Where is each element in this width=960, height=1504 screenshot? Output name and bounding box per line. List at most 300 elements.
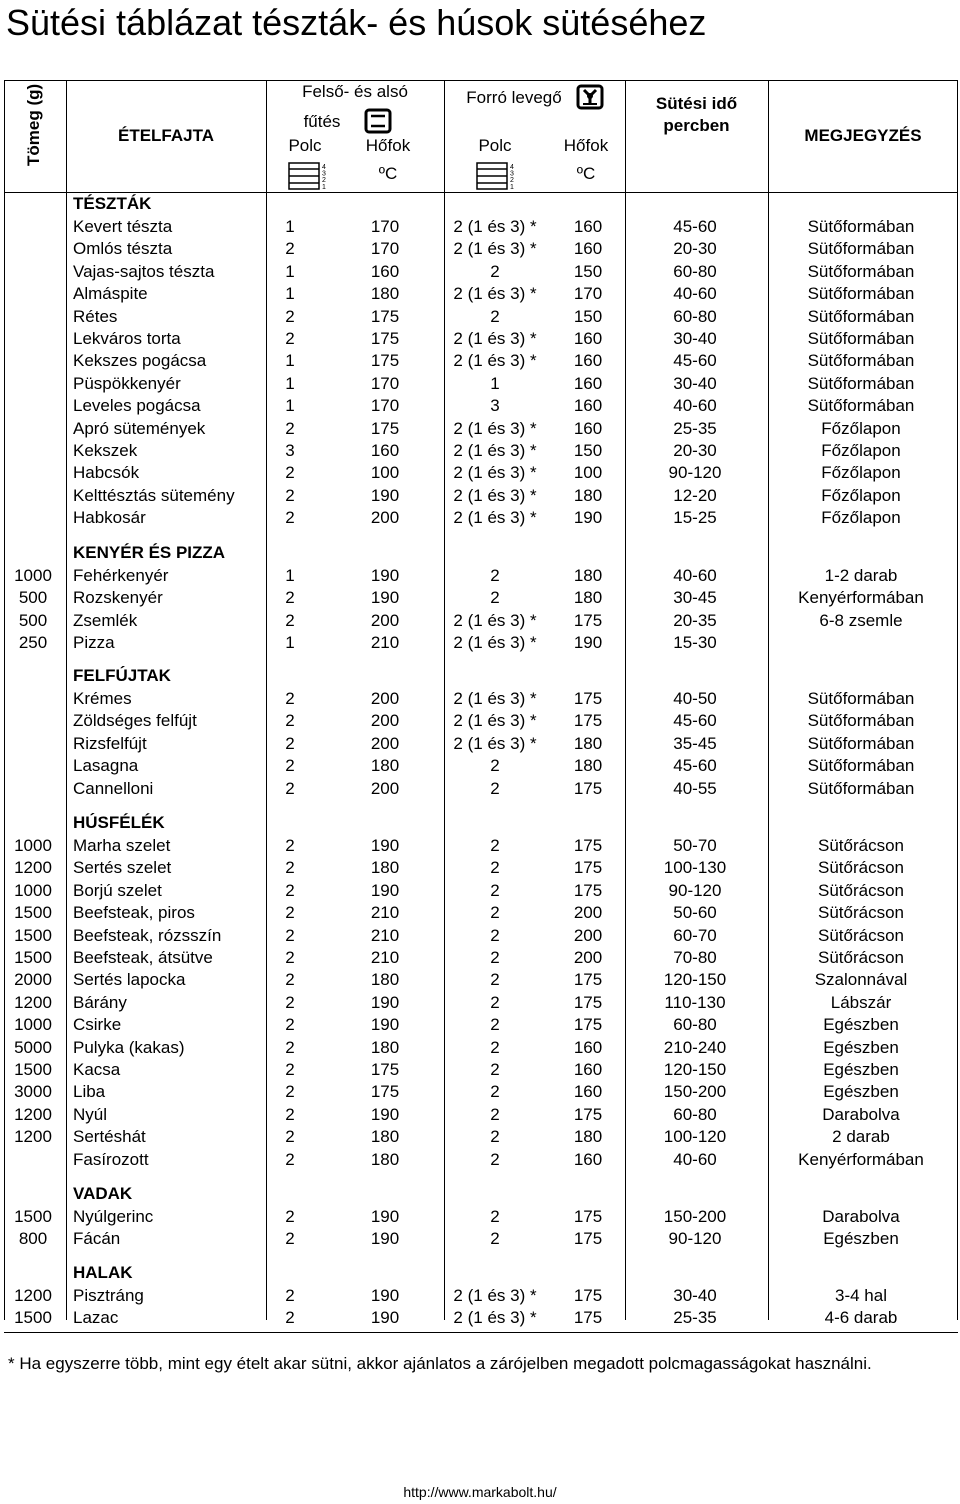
food-cell: Fehérkenyér [73, 566, 169, 585]
table-row [0, 350, 960, 372]
note-cell: Sütőformában [807, 351, 915, 371]
section-heading: HÚSFÉLÉK [73, 813, 165, 832]
time-cell: 30-40 [673, 1286, 717, 1305]
table-row [0, 1307, 960, 1329]
temp-top-bottom-cell: 210 [370, 633, 400, 653]
header-food: ÉTELFAJTA [117, 126, 215, 145]
shelf-hot-air-cell: 2 [490, 778, 500, 798]
note-cell: Sütőrácson [818, 925, 904, 945]
shelf-top-bottom-cell: 2 [285, 925, 295, 945]
temp-hot-air-cell: 175 [573, 858, 603, 878]
time-cell: 45-60 [673, 711, 717, 731]
shelf-top-bottom-cell: 1 [285, 566, 295, 585]
food-cell: Kekszek [73, 441, 138, 460]
note-cell: Sütőrácson [818, 903, 904, 923]
note-cell: Sütőformában [807, 261, 915, 281]
shelf-hot-air-cell: 2 [490, 836, 500, 855]
food-cell: Beefsteak, rózsszín [73, 925, 222, 945]
temp-top-bottom-cell: 180 [370, 1037, 400, 1057]
shelf-hot-air-cell: 2 [490, 970, 500, 990]
time-cell: 150-200 [663, 1082, 727, 1102]
shelf-top-bottom-cell: 1 [285, 351, 295, 371]
note-cell: Sütőformában [807, 756, 915, 776]
shelf-hot-air-cell: 2 [490, 925, 500, 945]
shelf-top-bottom-cell: 2 [285, 1229, 295, 1249]
header-polc-1: Polc [288, 136, 322, 155]
food-cell: Sertés lapocka [73, 970, 186, 990]
time-cell: 60-80 [673, 1015, 717, 1035]
shelf-hot-air-cell: 2 [490, 1104, 500, 1124]
shelf-hot-air-cell: 2 (1 és 3) * [453, 485, 537, 505]
table-row [0, 395, 960, 417]
shelf-hot-air-cell: 2 [490, 948, 500, 967]
temp-top-bottom-cell: 190 [370, 1104, 400, 1124]
table-row [0, 1104, 960, 1126]
note-cell: Főzőlapon [821, 508, 901, 528]
food-cell: Bárány [73, 992, 127, 1012]
shelf-top-bottom-cell: 2 [285, 329, 295, 348]
footnote: * Ha egyszerre több, mint egy ételt akar sütni, akkor ajánlatos a zárójelben megadott polcmagasságokat használni. [8, 1354, 872, 1373]
note-cell: Sütőformában [807, 778, 915, 798]
food-cell: Almáspite [73, 284, 148, 304]
temp-top-bottom-cell: 175 [370, 329, 400, 348]
food-cell: Fasírozott [73, 1149, 149, 1169]
temp-top-bottom-cell: 180 [370, 756, 400, 776]
temp-top-bottom-cell: 100 [370, 463, 400, 483]
table-row [0, 507, 960, 529]
temp-top-bottom-cell: 175 [370, 1060, 400, 1079]
shelf-top-bottom-cell: 1 [285, 217, 295, 236]
shelf-hot-air-cell: 2 (1 és 3) * [453, 329, 537, 348]
time-cell: 60-80 [673, 306, 717, 326]
temp-hot-air-cell: 175 [573, 992, 603, 1012]
time-cell: 45-60 [673, 351, 717, 371]
mass-cell: 1500 [14, 903, 52, 923]
table-row [0, 969, 960, 991]
table-row [0, 610, 960, 632]
temp-hot-air-cell: 160 [573, 217, 603, 236]
temp-hot-air-cell: 175 [573, 836, 603, 855]
shelf-hot-air-cell: 2 [490, 261, 500, 281]
food-cell: Rozskenyér [73, 588, 163, 608]
header-hotair: Forró levegő [466, 88, 562, 107]
note-cell: Sütőformában [807, 329, 915, 348]
header-temp-2: Hőfok [563, 136, 609, 155]
shelf-top-bottom-cell: 2 [285, 733, 295, 753]
time-cell: 60-80 [673, 1104, 717, 1124]
note-cell: Lábszár [830, 992, 892, 1012]
temp-top-bottom-cell: 190 [370, 1015, 400, 1035]
shelf-top-bottom-cell: 2 [285, 689, 295, 708]
shelf-hot-air-cell: 2 [490, 1060, 500, 1079]
temp-hot-air-cell: 200 [573, 925, 603, 945]
food-cell: Nyúl [73, 1104, 108, 1124]
time-cell: 45-60 [673, 756, 717, 776]
food-cell: Pizza [73, 633, 115, 653]
time-cell: 70-80 [673, 948, 717, 967]
temp-top-bottom-cell: 175 [370, 418, 400, 438]
table-row [0, 1014, 960, 1036]
shelf-top-bottom-cell: 2 [285, 463, 295, 483]
food-cell: Lasagna [73, 756, 139, 776]
table-row [0, 216, 960, 238]
temp-top-bottom-cell: 175 [370, 306, 400, 326]
note-cell: Sütőrácson [818, 836, 904, 855]
note-cell: Sütőrácson [818, 948, 904, 967]
section-heading: TÉSZTÁK [73, 194, 152, 213]
note-cell: Egészben [823, 1229, 899, 1249]
shelf-top-bottom-cell: 2 [285, 418, 295, 438]
shelf-top-bottom-cell: 2 [285, 1015, 295, 1035]
shelf-hot-air-cell: 2 [490, 858, 500, 878]
time-cell: 20-35 [673, 610, 717, 630]
header-unit-1: ºC [378, 164, 398, 183]
temp-top-bottom-cell: 180 [370, 284, 400, 304]
note-cell: 3-4 hal [835, 1286, 887, 1305]
shelf-hot-air-cell: 2 [490, 756, 500, 776]
page-title: Sütési táblázat tészták- és húsok sütéséhez [6, 2, 707, 43]
temp-top-bottom-cell: 200 [370, 733, 400, 753]
temp-hot-air-cell: 175 [573, 1104, 603, 1124]
note-cell: Főzőlapon [821, 441, 901, 460]
shelf-hot-air-cell: 2 (1 és 3) * [453, 217, 537, 236]
time-cell: 90-120 [668, 880, 722, 900]
shelf-top-bottom-cell: 2 [285, 1060, 295, 1079]
temp-top-bottom-cell: 190 [370, 1308, 400, 1328]
temp-hot-air-cell: 180 [573, 1127, 603, 1147]
shelf-top-bottom-cell: 2 [285, 1037, 295, 1057]
temp-hot-air-cell: 190 [573, 633, 603, 653]
table-row [0, 418, 960, 440]
mass-cell: 500 [18, 610, 48, 630]
note-cell: 6-8 zsemle [819, 610, 903, 630]
shelf-top-bottom-cell: 2 [285, 880, 295, 900]
time-cell: 20-30 [673, 441, 717, 460]
temp-hot-air-cell: 160 [573, 396, 603, 416]
temp-hot-air-cell: 200 [573, 948, 603, 967]
shelf-top-bottom-cell: 2 [285, 588, 295, 608]
table-row [0, 1037, 960, 1059]
temp-hot-air-cell: 175 [573, 1229, 603, 1249]
mass-cell: 1500 [14, 925, 52, 945]
temp-top-bottom-cell: 175 [370, 1082, 400, 1102]
time-cell: 50-70 [673, 836, 717, 855]
shelf-hot-air-cell: 2 (1 és 3) * [453, 633, 537, 653]
temp-hot-air-cell: 160 [573, 239, 603, 259]
section-heading: KENYÉR ÉS PIZZA [73, 543, 226, 562]
shelf-top-bottom-cell: 2 [285, 1082, 295, 1102]
svg-text:1: 1 [322, 184, 326, 190]
note-cell: 2 darab [832, 1127, 890, 1147]
shelf-top-bottom-cell: 1 [285, 396, 295, 416]
temp-top-bottom-cell: 200 [370, 689, 400, 708]
shelf-top-bottom-cell: 2 [285, 610, 295, 630]
temp-top-bottom-cell: 170 [370, 217, 400, 236]
temp-top-bottom-cell: 175 [370, 351, 400, 371]
shelf-top-bottom-cell: 2 [285, 1207, 295, 1226]
temp-hot-air-cell: 200 [573, 903, 603, 923]
temp-top-bottom-cell: 170 [370, 239, 400, 259]
svg-text:3: 3 [510, 170, 514, 178]
time-cell: 40-60 [673, 284, 717, 304]
mass-cell: 1200 [14, 1286, 52, 1305]
temp-hot-air-cell: 150 [573, 441, 603, 460]
temp-top-bottom-cell: 170 [370, 373, 400, 393]
note-cell: Egészben [823, 1015, 899, 1035]
table-row [0, 857, 960, 879]
table-row [0, 992, 960, 1014]
table-row [0, 755, 960, 777]
shelf-top-bottom-cell: 3 [285, 441, 295, 460]
time-cell: 50-60 [673, 903, 717, 923]
shelf-top-bottom-cell: 2 [285, 992, 295, 1012]
temp-hot-air-cell: 150 [573, 306, 603, 326]
note-cell: Sütőrácson [818, 858, 904, 878]
food-cell: Pulyka (kakas) [73, 1037, 185, 1057]
time-cell: 30-45 [673, 588, 717, 608]
food-cell: Omlós tészta [73, 239, 173, 259]
note-cell: Sütőformában [807, 711, 915, 731]
food-cell: Habkosár [73, 508, 146, 528]
mass-cell: 5000 [14, 1037, 52, 1057]
note-cell: Sütőrácson [818, 880, 904, 900]
shelf-hot-air-cell: 2 (1 és 3) * [453, 711, 537, 731]
mass-cell: 1000 [14, 836, 52, 855]
note-cell: Kenyérformában [798, 588, 924, 608]
table-row [0, 925, 960, 947]
mass-cell: 1200 [14, 1104, 52, 1124]
food-cell: Leveles pogácsa [73, 396, 201, 416]
temp-top-bottom-cell: 190 [370, 836, 400, 855]
table-row [0, 710, 960, 732]
note-cell: Főzőlapon [821, 463, 901, 483]
temp-hot-air-cell: 180 [573, 566, 603, 585]
food-cell: Püspökkenyér [73, 373, 181, 393]
shelf-top-bottom-cell: 1 [285, 261, 295, 281]
temp-hot-air-cell: 180 [573, 756, 603, 776]
table-row [0, 880, 960, 902]
temp-top-bottom-cell: 210 [370, 925, 400, 945]
temp-hot-air-cell: 150 [573, 261, 603, 281]
table-row [0, 1228, 960, 1250]
time-cell: 110-130 [664, 992, 726, 1012]
food-cell: Kekszes pogácsa [73, 351, 207, 371]
time-cell: 40-50 [673, 689, 717, 708]
time-cell: 25-35 [673, 418, 717, 438]
shelf-hot-air-cell: 2 [490, 992, 500, 1012]
temp-hot-air-cell: 175 [573, 778, 603, 798]
mass-cell: 1200 [14, 992, 52, 1012]
time-cell: 60-80 [673, 261, 717, 281]
shelf-hot-air-cell: 2 (1 és 3) * [453, 1308, 537, 1328]
mass-cell: 1500 [14, 1207, 52, 1226]
shelf-hot-air-cell: 1 [490, 373, 500, 393]
note-cell: Sütőformában [807, 396, 915, 416]
table-row [0, 587, 960, 609]
food-cell: Liba [73, 1082, 106, 1102]
temp-hot-air-cell: 180 [573, 733, 603, 753]
header-topbottom2: fűtés [303, 112, 341, 131]
shelf-top-bottom-cell: 2 [285, 306, 295, 326]
table-row [0, 261, 960, 283]
header-time: Sütési idő [655, 94, 738, 113]
food-cell: Kevert tészta [73, 217, 173, 236]
temp-hot-air-cell: 170 [573, 284, 603, 304]
header-time2: percben [663, 116, 730, 135]
temp-hot-air-cell: 180 [573, 588, 603, 608]
note-cell: Sütőformában [807, 689, 915, 708]
note-cell: Darabolva [822, 1207, 900, 1226]
shelf-top-bottom-cell: 2 [285, 711, 295, 731]
temp-top-bottom-cell: 210 [370, 948, 400, 967]
note-cell: Kenyérformában [798, 1149, 924, 1169]
svg-text:2: 2 [322, 177, 326, 184]
food-cell: Borjú szelet [73, 880, 162, 900]
svg-text:1: 1 [510, 184, 514, 190]
table-header [4, 80, 958, 193]
temp-top-bottom-cell: 160 [370, 261, 400, 281]
table-row [0, 1059, 960, 1081]
temp-hot-air-cell: 175 [573, 1308, 603, 1328]
temp-hot-air-cell: 175 [573, 689, 603, 708]
time-cell: 120-150 [663, 970, 727, 990]
note-cell: Egészben [823, 1037, 899, 1057]
temp-hot-air-cell: 160 [573, 1060, 603, 1079]
temp-hot-air-cell: 175 [573, 610, 603, 630]
mass-cell: 250 [18, 633, 48, 653]
temp-hot-air-cell: 175 [573, 711, 603, 731]
temp-top-bottom-cell: 190 [370, 1229, 400, 1249]
table-row [0, 1081, 960, 1103]
table-row [0, 283, 960, 305]
food-cell: Sertéshát [73, 1127, 146, 1147]
time-cell: 100-130 [663, 858, 727, 878]
food-cell: Kacsa [73, 1060, 121, 1079]
time-cell: 15-30 [673, 633, 717, 653]
oven-fan-icon [576, 84, 604, 110]
shelf-hot-air-cell: 2 (1 és 3) * [453, 610, 537, 630]
shelf-top-bottom-cell: 2 [285, 756, 295, 776]
mass-cell: 1200 [14, 1127, 52, 1147]
header-mass: Tömeg (g) [24, 83, 43, 166]
time-cell: 100-120 [663, 1127, 727, 1147]
temp-hot-air-cell: 180 [573, 485, 603, 505]
mass-cell: 1000 [14, 880, 52, 900]
note-cell: Sütőformában [807, 239, 915, 259]
temp-top-bottom-cell: 190 [370, 485, 400, 505]
temp-top-bottom-cell: 170 [370, 396, 400, 416]
section-heading: HALAK [73, 1263, 133, 1282]
shelf-hot-air-cell: 2 (1 és 3) * [453, 441, 537, 460]
header-note: MEGJEGYZÉS [804, 126, 922, 145]
shelf-top-bottom-cell: 2 [285, 485, 295, 505]
temp-hot-air-cell: 175 [573, 1015, 603, 1035]
temp-hot-air-cell: 100 [573, 463, 603, 483]
temp-top-bottom-cell: 180 [370, 1149, 400, 1169]
temp-top-bottom-cell: 190 [370, 1207, 400, 1226]
table-row [0, 778, 960, 800]
note-cell: Sütőformában [807, 217, 915, 236]
shelf-levels-icon [288, 162, 332, 190]
temp-top-bottom-cell: 190 [370, 566, 400, 585]
time-cell: 12-20 [673, 485, 717, 505]
temp-top-bottom-cell: 190 [370, 992, 400, 1012]
shelf-hot-air-cell: 2 (1 és 3) * [453, 733, 537, 753]
table-row [0, 328, 960, 350]
mass-cell: 1500 [14, 1308, 52, 1328]
shelf-hot-air-cell: 2 [490, 1082, 500, 1102]
time-cell: 45-60 [673, 217, 717, 236]
mass-cell: 800 [18, 1229, 48, 1249]
food-cell: Fácán [73, 1229, 121, 1249]
shelf-top-bottom-cell: 2 [285, 1127, 295, 1147]
shelf-hot-air-cell: 3 [490, 396, 500, 416]
svg-text:3: 3 [322, 170, 326, 178]
mass-cell: 500 [18, 588, 48, 608]
temp-hot-air-cell: 175 [573, 1207, 603, 1226]
shelf-top-bottom-cell: 2 [285, 1149, 295, 1169]
food-cell: Vajas-sajtos tészta [73, 261, 215, 281]
shelf-hot-air-cell: 2 (1 és 3) * [453, 351, 537, 371]
shelf-hot-air-cell: 2 (1 és 3) * [453, 508, 537, 528]
table-row [0, 902, 960, 924]
time-cell: 40-55 [673, 778, 717, 798]
food-cell: Lekváros torta [73, 329, 181, 348]
food-cell: Rétes [73, 306, 118, 326]
source-url: http://www.markabolt.hu/ [403, 1484, 557, 1500]
note-cell: 1-2 darab [824, 566, 898, 585]
table-row [0, 565, 960, 587]
temp-hot-air-cell: 160 [573, 351, 603, 371]
table-row [0, 733, 960, 755]
temp-hot-air-cell: 160 [573, 418, 603, 438]
temp-hot-air-cell: 160 [573, 1037, 603, 1057]
shelf-hot-air-cell: 2 [490, 1229, 500, 1249]
food-cell: Apró sütemények [73, 418, 206, 438]
note-cell: Főzőlapon [821, 418, 901, 438]
note-cell: Darabolva [822, 1104, 900, 1124]
shelf-top-bottom-cell: 2 [285, 836, 295, 855]
note-cell: Főzőlapon [821, 485, 901, 505]
food-cell: Krémes [73, 689, 132, 708]
food-cell: Zsemlék [73, 610, 138, 630]
shelf-hot-air-cell: 2 (1 és 3) * [453, 689, 537, 708]
time-cell: 40-60 [673, 1149, 717, 1169]
food-cell: Lazac [73, 1308, 119, 1328]
temp-hot-air-cell: 160 [573, 329, 603, 348]
time-cell: 35-45 [673, 733, 717, 753]
shelf-hot-air-cell: 2 [490, 1127, 500, 1147]
shelf-levels-icon [476, 162, 520, 190]
mass-cell: 1000 [14, 566, 52, 585]
note-cell: Egészben [823, 1082, 899, 1102]
shelf-top-bottom-cell: 1 [285, 633, 295, 653]
time-cell: 30-40 [673, 373, 717, 393]
table-row [0, 238, 960, 260]
section-heading: FELFÚJTAK [73, 666, 171, 685]
table-row [0, 1206, 960, 1228]
shelf-hot-air-cell: 2 (1 és 3) * [453, 418, 537, 438]
time-cell: 30-40 [673, 329, 717, 348]
svg-text:4: 4 [322, 164, 326, 171]
temp-top-bottom-cell: 190 [370, 1286, 400, 1305]
temp-top-bottom-cell: 200 [370, 610, 400, 630]
shelf-hot-air-cell: 2 [490, 903, 500, 923]
shelf-hot-air-cell: 2 [490, 1207, 500, 1226]
temp-hot-air-cell: 160 [573, 373, 603, 393]
food-cell: Beefsteak, piros [73, 903, 195, 923]
time-cell: 150-200 [663, 1207, 727, 1226]
